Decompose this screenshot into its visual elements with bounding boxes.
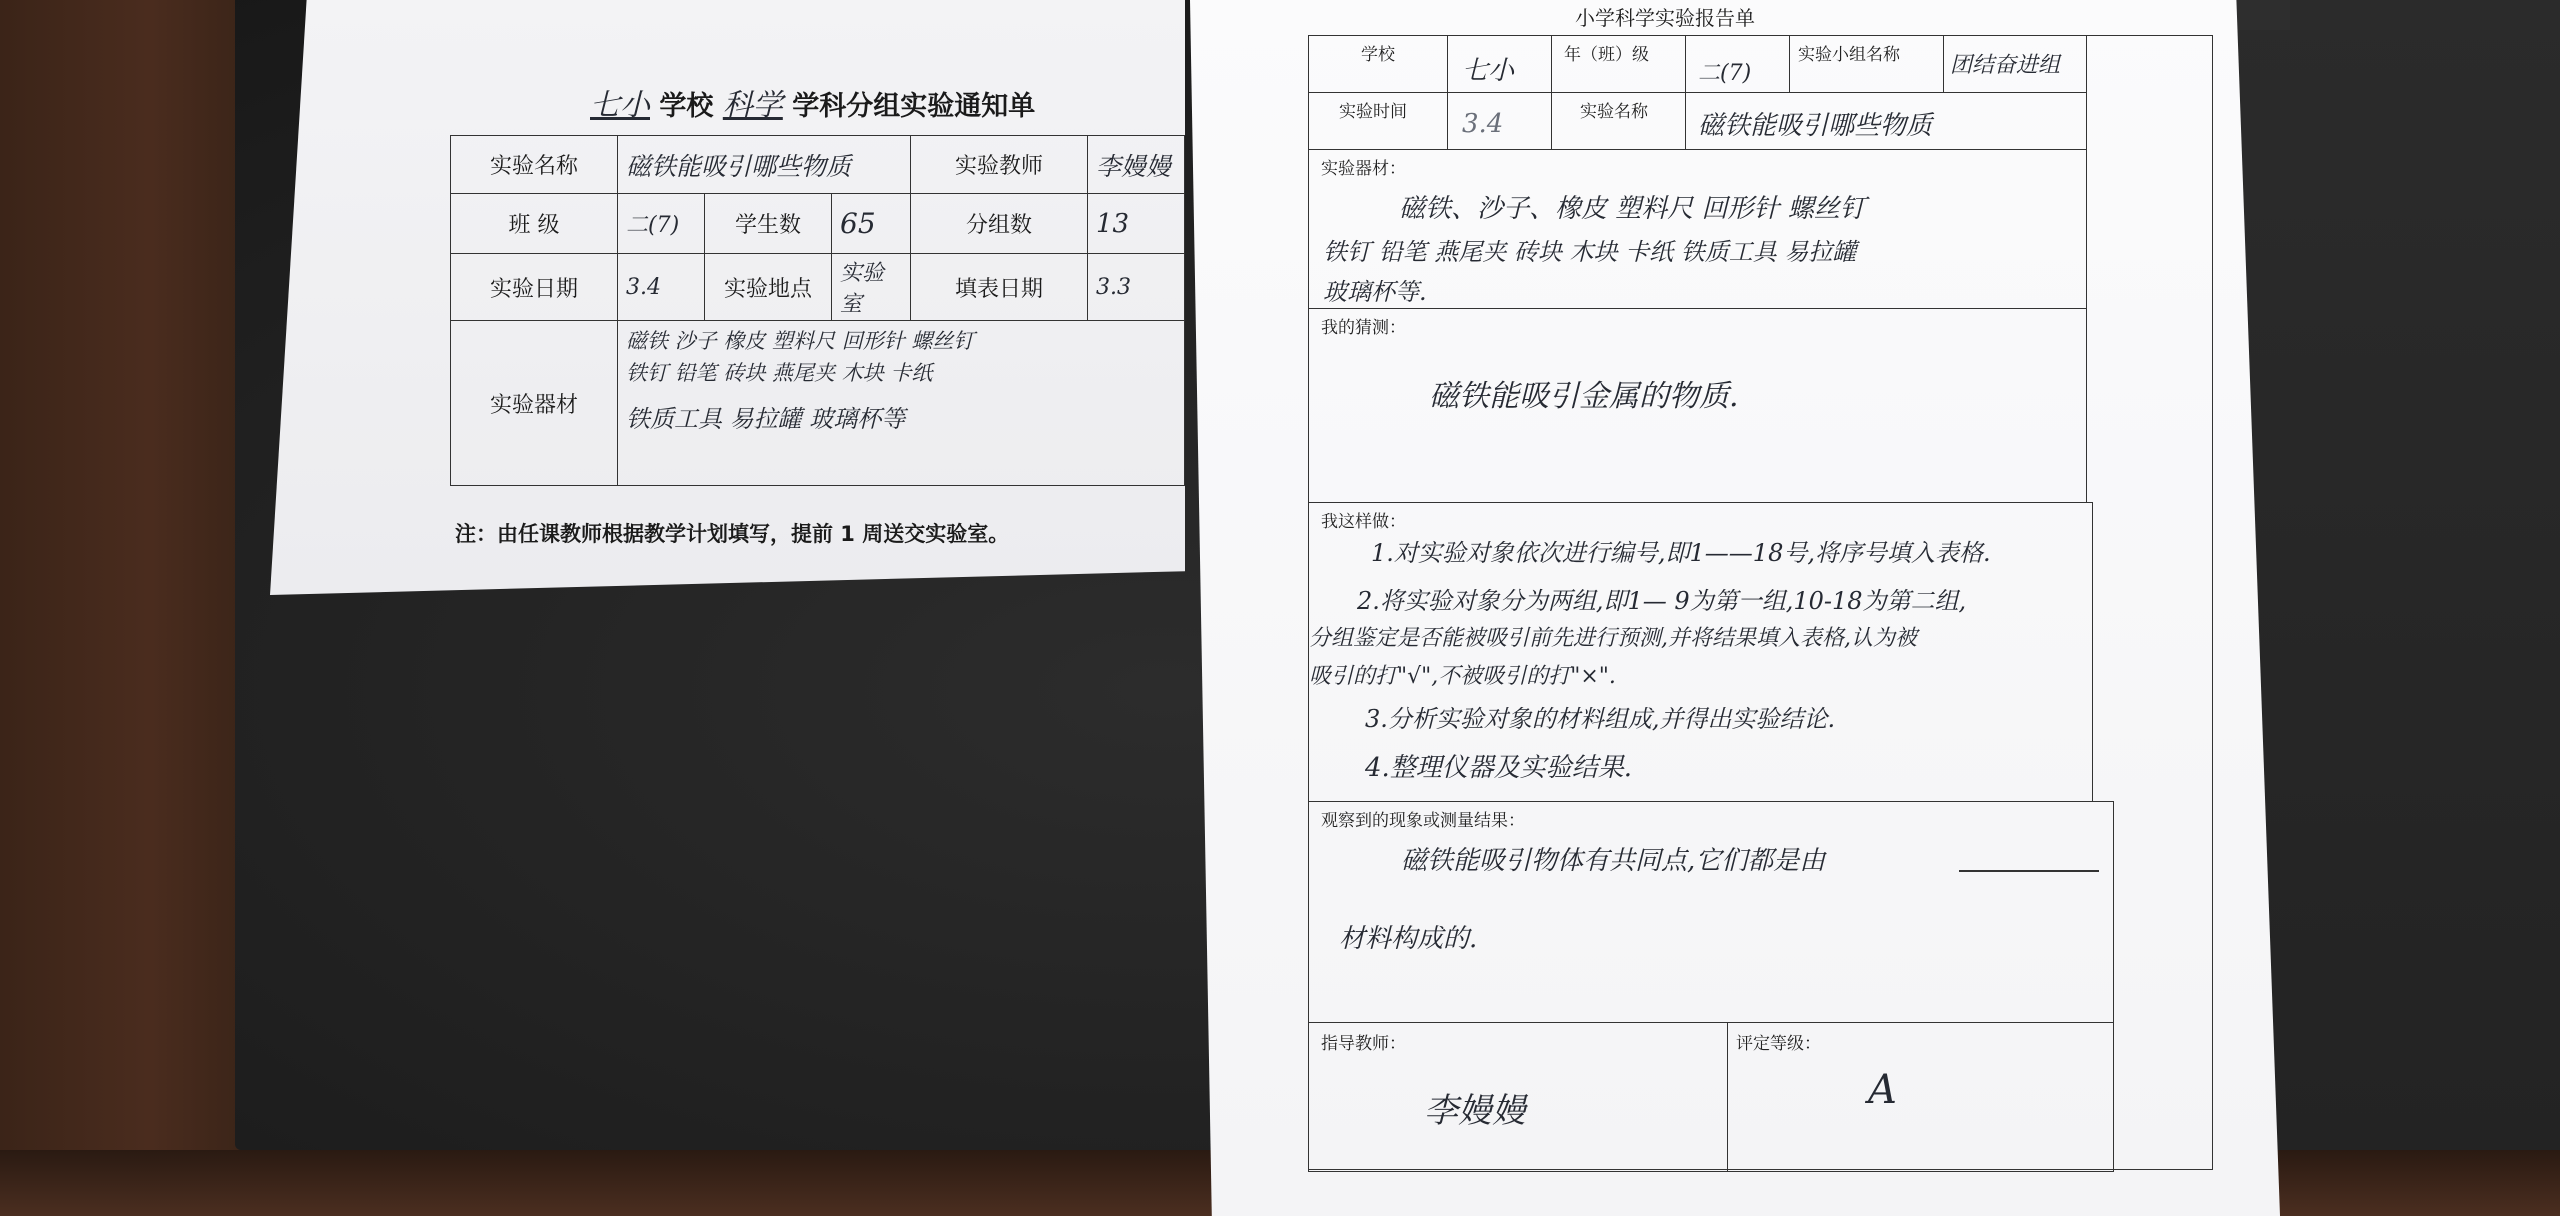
cell-exp-name-label xyxy=(1551,92,1686,150)
report-group-value: 团结奋进组 xyxy=(1950,53,2061,78)
report-observation-line-2: 材料构成的. xyxy=(1339,924,1478,954)
materials-line-1: 磁铁 沙子 橡皮 塑料尺 回形针 螺丝钉 xyxy=(626,329,975,353)
label-groups: 分组数 xyxy=(911,194,1088,254)
value-exp-teacher: 李嫚嫚 xyxy=(1088,136,1185,194)
label-exp-name: 实验名称 xyxy=(451,136,618,194)
value-exp-place: 实验室 xyxy=(832,254,911,321)
report-materials-line-1: 磁铁、沙子、橡皮 塑料尺 回形针 螺丝钉 xyxy=(1399,194,1866,224)
notice-title-subject: 科学 xyxy=(722,88,783,123)
report-title: 小学科学实验报告单 xyxy=(1575,6,1755,30)
report-materials-line-3: 玻璃杯等. xyxy=(1323,278,1427,306)
section-observation xyxy=(1308,801,2114,1023)
report-grade-eval-value: A xyxy=(1868,1067,1897,1113)
label-exp-date: 实验日期 xyxy=(451,254,618,321)
report-guess-value: 磁铁能吸引金属的物质. xyxy=(1429,379,1739,414)
value-exp-name: 磁铁能吸引哪些物质 xyxy=(618,136,911,194)
label-exp-place: 实验地点 xyxy=(705,254,832,321)
notice-title-prefix: 学校 xyxy=(659,91,714,122)
label-materials: 实验器材 xyxy=(451,321,618,486)
materials-line-2: 铁钉 铅笔 砖块 燕尾夹 木块 卡纸 xyxy=(626,361,933,385)
report-grade-label: 年（班）级 xyxy=(1564,45,1649,65)
label-students: 学生数 xyxy=(705,194,832,254)
report-teacher-signature: 李嫚嫚 xyxy=(1424,1091,1526,1131)
cell-exp-name-value xyxy=(1685,92,2087,150)
section-guess xyxy=(1308,308,2087,503)
report-group-label: 实验小组名称 xyxy=(1798,45,1900,65)
notice-footnote: 注：由任课教师根据教学计划填写，提前 1 周送交实验室。 xyxy=(455,522,1010,546)
report-method-step-2c: 吸引的打"√",不被吸引的打"×". xyxy=(1309,664,1616,689)
materials-line-3: 铁质工具 易拉罐 玻璃杯等 xyxy=(626,405,906,433)
section-method xyxy=(1308,502,2093,802)
cell-grade-label xyxy=(1551,35,1686,93)
report-grade-value: 二(7) xyxy=(1698,61,1752,86)
value-exp-date: 3.4 xyxy=(618,254,705,321)
notice-title-printed: 学科分组实验通知单 xyxy=(792,91,1036,122)
cell-time-value xyxy=(1447,92,1552,150)
cell-group-label xyxy=(1789,35,1944,93)
report-materials-line-2: 铁钉 铅笔 燕尾夹 砖块 木块 卡纸 铁质工具 易拉罐 xyxy=(1323,238,1857,266)
report-school-value: 七小 xyxy=(1462,56,1515,86)
report-observation-line-1: 磁铁能吸引物体有共同点,它们都是由 xyxy=(1401,846,1826,876)
report-method-step-4: 4.整理仪器及实验结果. xyxy=(1365,753,1633,783)
report-time-value: 3.4 xyxy=(1462,109,1504,139)
section-materials xyxy=(1308,149,2087,309)
report-grade-eval-label: 评定等级： xyxy=(1736,1034,1821,1054)
observation-blank-line xyxy=(1959,870,2099,872)
value-groups: 13 xyxy=(1088,194,1185,254)
report-time-label: 实验时间 xyxy=(1339,102,1407,122)
report-method-step-3: 3.分析实验对象的材料组成,并得出实验结论. xyxy=(1365,705,1836,733)
label-fill-date: 填表日期 xyxy=(911,254,1088,321)
report-materials-label: 实验器材： xyxy=(1321,159,1406,179)
report-exp-name-value: 磁铁能吸引哪些物质 xyxy=(1698,111,1933,141)
cell-group-value xyxy=(1943,35,2087,93)
cell-grade-value xyxy=(1685,35,1790,93)
report-method-step-2b: 分组鉴定是否能被吸引前先进行预测,并将结果填入表格,认为被 xyxy=(1309,626,1917,651)
cell-school-value xyxy=(1447,35,1552,93)
report-exp-name-label: 实验名称 xyxy=(1580,102,1648,122)
report-guess-label: 我的猜测： xyxy=(1321,318,1406,338)
desk-surface-left xyxy=(0,0,250,1216)
section-teacher xyxy=(1308,1022,1728,1172)
notice-title-school: 七小 xyxy=(590,88,650,123)
desk-notch xyxy=(2230,0,2290,30)
value-students: 65 xyxy=(832,194,911,254)
value-fill-date: 3.3 xyxy=(1088,254,1185,321)
notice-title xyxy=(590,80,1035,124)
cell-time-label xyxy=(1308,92,1448,150)
report-observation-label: 观察到的现象或测量结果： xyxy=(1321,811,1525,831)
section-grade xyxy=(1727,1022,2114,1172)
report-method-label: 我这样做： xyxy=(1321,512,1406,532)
value-class: 二(7) xyxy=(618,194,705,254)
label-exp-teacher: 实验教师 xyxy=(911,136,1088,194)
report-school-label: 学校 xyxy=(1361,45,1395,65)
cell-school-label xyxy=(1308,35,1448,93)
notice-table xyxy=(450,135,1185,486)
report-teacher-label: 指导教师： xyxy=(1321,1034,1406,1054)
value-materials xyxy=(618,321,1185,486)
report-method-step-2a: 2.将实验对象分为两组,即1— 9为第一组,10-18为第二组, xyxy=(1357,587,1967,615)
report-method-step-1: 1.对实验对象依次进行编号,即1——18号,将序号填入表格. xyxy=(1371,539,1991,567)
label-class: 班 级 xyxy=(451,194,618,254)
